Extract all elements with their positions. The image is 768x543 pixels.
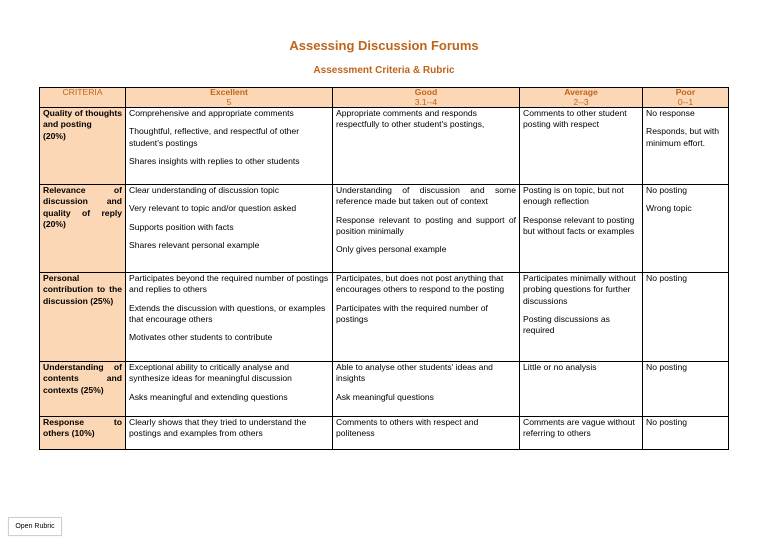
page-title: Assessing Discussion Forums xyxy=(289,38,479,53)
poor-cell xyxy=(643,185,729,273)
criteria-label: Relevance of discussion and quality of reply (20%) xyxy=(43,185,122,229)
criteria-label: Understanding of contents and contexts (25%) xyxy=(43,362,122,395)
average-cell xyxy=(520,273,643,362)
descriptor-text: No posting xyxy=(646,362,688,373)
table-row xyxy=(40,362,729,417)
descriptor-text: Supports position with facts xyxy=(129,221,234,232)
poor-cell xyxy=(643,108,729,185)
descriptor-text: Asks meaningful and extending questions xyxy=(129,391,288,402)
descriptor-text: No posting xyxy=(646,417,688,428)
descriptor-text: Participates minimally without probing questions for further discussions xyxy=(523,273,636,306)
criteria-label: Personal contribution to the discussion (25%) xyxy=(43,273,122,306)
descriptor-text: Comments to others with respect and politeness xyxy=(336,417,479,439)
excellent-cell xyxy=(126,417,333,450)
average-cell xyxy=(520,417,643,450)
header-average xyxy=(520,88,643,108)
page-subtitle: Assessment Criteria & Rubric xyxy=(313,65,455,76)
table-row xyxy=(40,185,729,273)
criteria-cell xyxy=(40,108,126,185)
criteria-label: Response to others (10%) xyxy=(43,417,122,439)
poor-cell xyxy=(643,362,729,417)
descriptor-text: Participates, but does not post anything that encourages others to respond to the posting xyxy=(336,273,505,295)
criteria-label: Quality of thoughts and posting xyxy=(43,108,122,130)
descriptor-text: Exceptional ability to critically analyse and synthesize ideas for meaningful discussion xyxy=(129,362,292,384)
header-level-label: Excellent xyxy=(210,87,248,97)
descriptor-text: Posting discussions as required xyxy=(523,313,610,335)
header-points-label: 5 xyxy=(226,96,232,107)
table-row xyxy=(40,108,729,185)
rubric-table xyxy=(39,87,729,450)
table-row xyxy=(40,273,729,362)
descriptor-text: Thoughtful, reflective, and respectful of other student's postings xyxy=(129,126,300,148)
criteria-cell xyxy=(40,417,126,450)
descriptor-text: Comments are vague without referring to others xyxy=(523,417,635,439)
descriptor-text: Motivates other students to contribute xyxy=(129,331,273,342)
good-cell xyxy=(333,417,520,450)
descriptor-text: Very relevant to topic and/or question asked xyxy=(129,203,297,214)
descriptor-text: Only gives personal example xyxy=(336,243,447,254)
header-level-label: Good xyxy=(414,87,438,97)
header-points-label: 3.1--4 xyxy=(414,96,438,107)
poor-cell xyxy=(643,417,729,450)
excellent-cell xyxy=(126,108,333,185)
average-cell xyxy=(520,108,643,185)
descriptor-text: Participates with the required number of postings xyxy=(336,302,488,324)
descriptor-text: Responds, but with minimum effort. xyxy=(646,126,720,148)
descriptor-text: Ask meaningful questions xyxy=(336,391,434,402)
header-level-label: Poor xyxy=(675,87,696,97)
descriptor-text: Participates beyond the required number of postings and replies to others xyxy=(129,273,329,295)
descriptor-text: Shares insights with replies to other students xyxy=(129,155,300,166)
excellent-cell xyxy=(126,362,333,417)
descriptor-text: Clear understanding of discussion topic xyxy=(129,185,280,196)
rubric-header xyxy=(40,88,729,108)
header-points-label: 2--3 xyxy=(573,96,589,107)
good-cell xyxy=(333,108,520,185)
descriptor-text: Response relevant to posting but without facts or examples xyxy=(523,214,635,236)
open-rubric-button[interactable]: Open Rubric xyxy=(8,517,62,536)
descriptor-text: Appropriate comments and responds respectfully to other student's postings, xyxy=(336,108,485,130)
average-cell xyxy=(520,185,643,273)
poor-cell xyxy=(643,273,729,362)
descriptor-text: Response relevant to posting and support of position minimally xyxy=(336,214,516,236)
descriptor-text: Comments to other student posting with respect xyxy=(523,108,627,130)
table-row xyxy=(40,417,729,450)
descriptor-text: Wrong topic xyxy=(646,203,692,214)
descriptor-text: Understanding of discussion and some reference made but taken out of context xyxy=(336,185,516,207)
good-cell xyxy=(333,273,520,362)
header-good xyxy=(333,88,520,108)
excellent-cell xyxy=(126,185,333,273)
criteria-cell xyxy=(40,185,126,273)
criteria-cell xyxy=(40,362,126,417)
descriptor-text: Posting is on topic, but not enough reflection xyxy=(523,185,624,207)
descriptor-text: No posting xyxy=(646,273,688,284)
descriptor-text: Clearly shows that they tried to understand the postings and examples from others xyxy=(129,417,307,439)
header-criteria-label: CRITERIA xyxy=(62,87,103,97)
excellent-cell xyxy=(126,273,333,362)
descriptor-text: Able to analyse other students' ideas and insights xyxy=(336,362,493,384)
criteria-weight: (20%) xyxy=(43,130,66,141)
header-level-label: Average xyxy=(564,87,598,97)
average-cell xyxy=(520,362,643,417)
header-excellent xyxy=(126,88,333,108)
good-cell xyxy=(333,362,520,417)
header-points-label: 0--1 xyxy=(677,96,694,107)
header-criteria xyxy=(40,88,126,108)
descriptor-text: Little or no analysis xyxy=(523,362,597,373)
descriptor-text: Shares relevant personal example xyxy=(129,239,260,250)
descriptor-text: No response xyxy=(646,108,695,119)
descriptor-text: Comprehensive and appropriate comments xyxy=(129,108,294,119)
descriptor-text: Extends the discussion with questions, or examples that encourage others xyxy=(129,302,326,324)
descriptor-text: No posting xyxy=(646,185,688,196)
good-cell xyxy=(333,185,520,273)
header-poor xyxy=(643,88,729,108)
criteria-cell xyxy=(40,273,126,362)
